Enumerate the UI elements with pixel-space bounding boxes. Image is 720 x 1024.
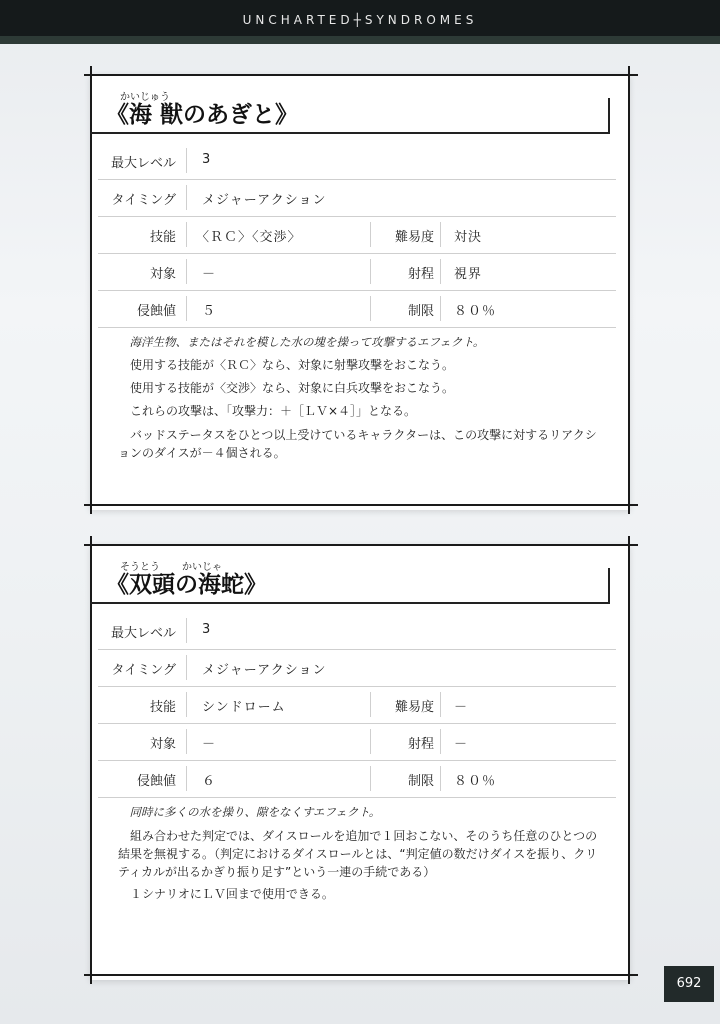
title-tick bbox=[608, 98, 610, 134]
column-divider bbox=[440, 729, 441, 754]
column-divider bbox=[440, 692, 441, 717]
target-label: 対象 bbox=[149, 737, 176, 752]
stat-row-max-level bbox=[98, 612, 616, 650]
target-value: － bbox=[202, 267, 217, 282]
effect-name-ruby: そうとう bbox=[120, 562, 160, 573]
limit-value: ８０％ bbox=[454, 304, 497, 319]
stat-row-target bbox=[98, 253, 616, 291]
effect-name-ruby: かいじゅう bbox=[120, 92, 170, 103]
max-level-label: 最大レベル bbox=[110, 626, 176, 641]
column-divider bbox=[186, 222, 187, 247]
column-divider bbox=[186, 655, 187, 680]
target-label: 対象 bbox=[149, 267, 176, 282]
range-label: 射程 bbox=[407, 737, 434, 752]
difficulty-value: － bbox=[454, 700, 469, 715]
limit-label: 制限 bbox=[407, 774, 434, 789]
skill-label: 技能 bbox=[149, 700, 176, 715]
book-title: UNCHARTED┼SYNDROMES bbox=[242, 13, 478, 27]
skill-value: 〈ＲＣ〉〈交渉〉 bbox=[196, 230, 302, 245]
max-level-value: 3 bbox=[202, 152, 212, 167]
timing-label: タイミング bbox=[111, 193, 176, 208]
range-label: 射程 bbox=[407, 267, 434, 282]
effect-name-ruby: かいじゃ bbox=[182, 562, 222, 573]
range-value: 視界 bbox=[454, 267, 483, 282]
difficulty-label: 難易度 bbox=[394, 700, 434, 715]
effect-description bbox=[118, 331, 608, 462]
effect-name: 《双頭の海蛇》 bbox=[106, 572, 267, 598]
limit-value: ８０％ bbox=[454, 774, 497, 789]
page-number: 692 bbox=[664, 966, 714, 1002]
effect-description bbox=[118, 801, 608, 906]
skill-label: 技能 bbox=[149, 230, 176, 245]
title-tick bbox=[608, 568, 610, 604]
timing-value: メジャーアクション bbox=[202, 663, 327, 678]
rule-text: 組み合わせた判定では、ダイスロールを追加で１回おこない、そのうち任意のひとつの結果を無視する。（判定におけるダイスロールとは、“判定値の数だけダイスを振り、クリティカルが出るかぎり振り足す”という一連の手続である） bbox=[118, 829, 598, 879]
max-level-value: 3 bbox=[202, 622, 212, 637]
column-divider bbox=[440, 766, 441, 791]
stat-row-erosion bbox=[98, 760, 616, 798]
flavor-text: 同時に多くの水を操り、隙をなくすエフェクト。 bbox=[129, 805, 381, 819]
running-header bbox=[0, 0, 720, 44]
timing-label: タイミング bbox=[111, 663, 176, 678]
column-divider bbox=[440, 296, 441, 321]
stat-row-timing bbox=[98, 649, 616, 687]
rule-text: これらの攻撃は、「攻撃力：＋［ＬＶ×４］」となる。 bbox=[130, 404, 417, 418]
frame-bottom bbox=[84, 974, 638, 976]
title-underline bbox=[90, 602, 610, 604]
column-divider bbox=[186, 259, 187, 284]
rule-text: 使用する技能が〈ＲＣ〉なら、対象に射撃攻撃をおこなう。 bbox=[130, 358, 455, 372]
title-underline bbox=[90, 132, 610, 134]
target-value: － bbox=[202, 737, 217, 752]
column-divider bbox=[186, 296, 187, 321]
skill-value: シンドローム bbox=[202, 700, 286, 715]
stat-row-target bbox=[98, 723, 616, 761]
stat-row-max-level bbox=[98, 142, 616, 180]
timing-value: メジャーアクション bbox=[202, 193, 327, 208]
stat-row-skill bbox=[98, 686, 616, 724]
effect-name: 《海 獣のあぎと》 bbox=[106, 102, 299, 128]
column-divider bbox=[186, 618, 187, 643]
effect-card-2 bbox=[90, 544, 630, 980]
difficulty-label: 難易度 bbox=[394, 230, 434, 245]
erosion-value: ５ bbox=[202, 304, 217, 319]
erosion-label: 侵蝕値 bbox=[136, 774, 176, 789]
column-divider bbox=[440, 259, 441, 284]
column-divider bbox=[186, 692, 187, 717]
range-value: － bbox=[454, 737, 469, 752]
column-divider bbox=[186, 766, 187, 791]
stat-row-timing bbox=[98, 179, 616, 217]
frame-top bbox=[84, 544, 638, 546]
flavor-text: 海洋生物、またはそれを模した水の塊を操って攻撃するエフェクト。 bbox=[129, 335, 485, 349]
erosion-value: ６ bbox=[202, 774, 217, 789]
difficulty-value: 対決 bbox=[454, 230, 483, 245]
stat-row-skill bbox=[98, 216, 616, 254]
rule-text: バッドステータスをひとつ以上受けているキャラクターは、この攻撃に対するリアクションのダイスが－４個される。 bbox=[118, 428, 597, 460]
limit-label: 制限 bbox=[407, 304, 434, 319]
rule-text: １シナリオにＬＶ回まで使用できる。 bbox=[130, 887, 334, 901]
frame-bottom bbox=[84, 504, 638, 506]
column-divider bbox=[186, 148, 187, 173]
erosion-label: 侵蝕値 bbox=[136, 304, 176, 319]
column-divider bbox=[186, 729, 187, 754]
frame-right bbox=[628, 66, 630, 514]
column-divider bbox=[440, 222, 441, 247]
frame-right bbox=[628, 536, 630, 984]
header-accent-strip bbox=[0, 36, 720, 44]
max-level-label: 最大レベル bbox=[110, 156, 176, 171]
column-divider bbox=[186, 185, 187, 210]
effect-card-1 bbox=[90, 74, 630, 510]
frame-top bbox=[84, 74, 638, 76]
stat-row-erosion bbox=[98, 290, 616, 328]
rule-text: 使用する技能が〈交渉〉なら、対象に白兵攻撃をおこなう。 bbox=[130, 381, 455, 395]
